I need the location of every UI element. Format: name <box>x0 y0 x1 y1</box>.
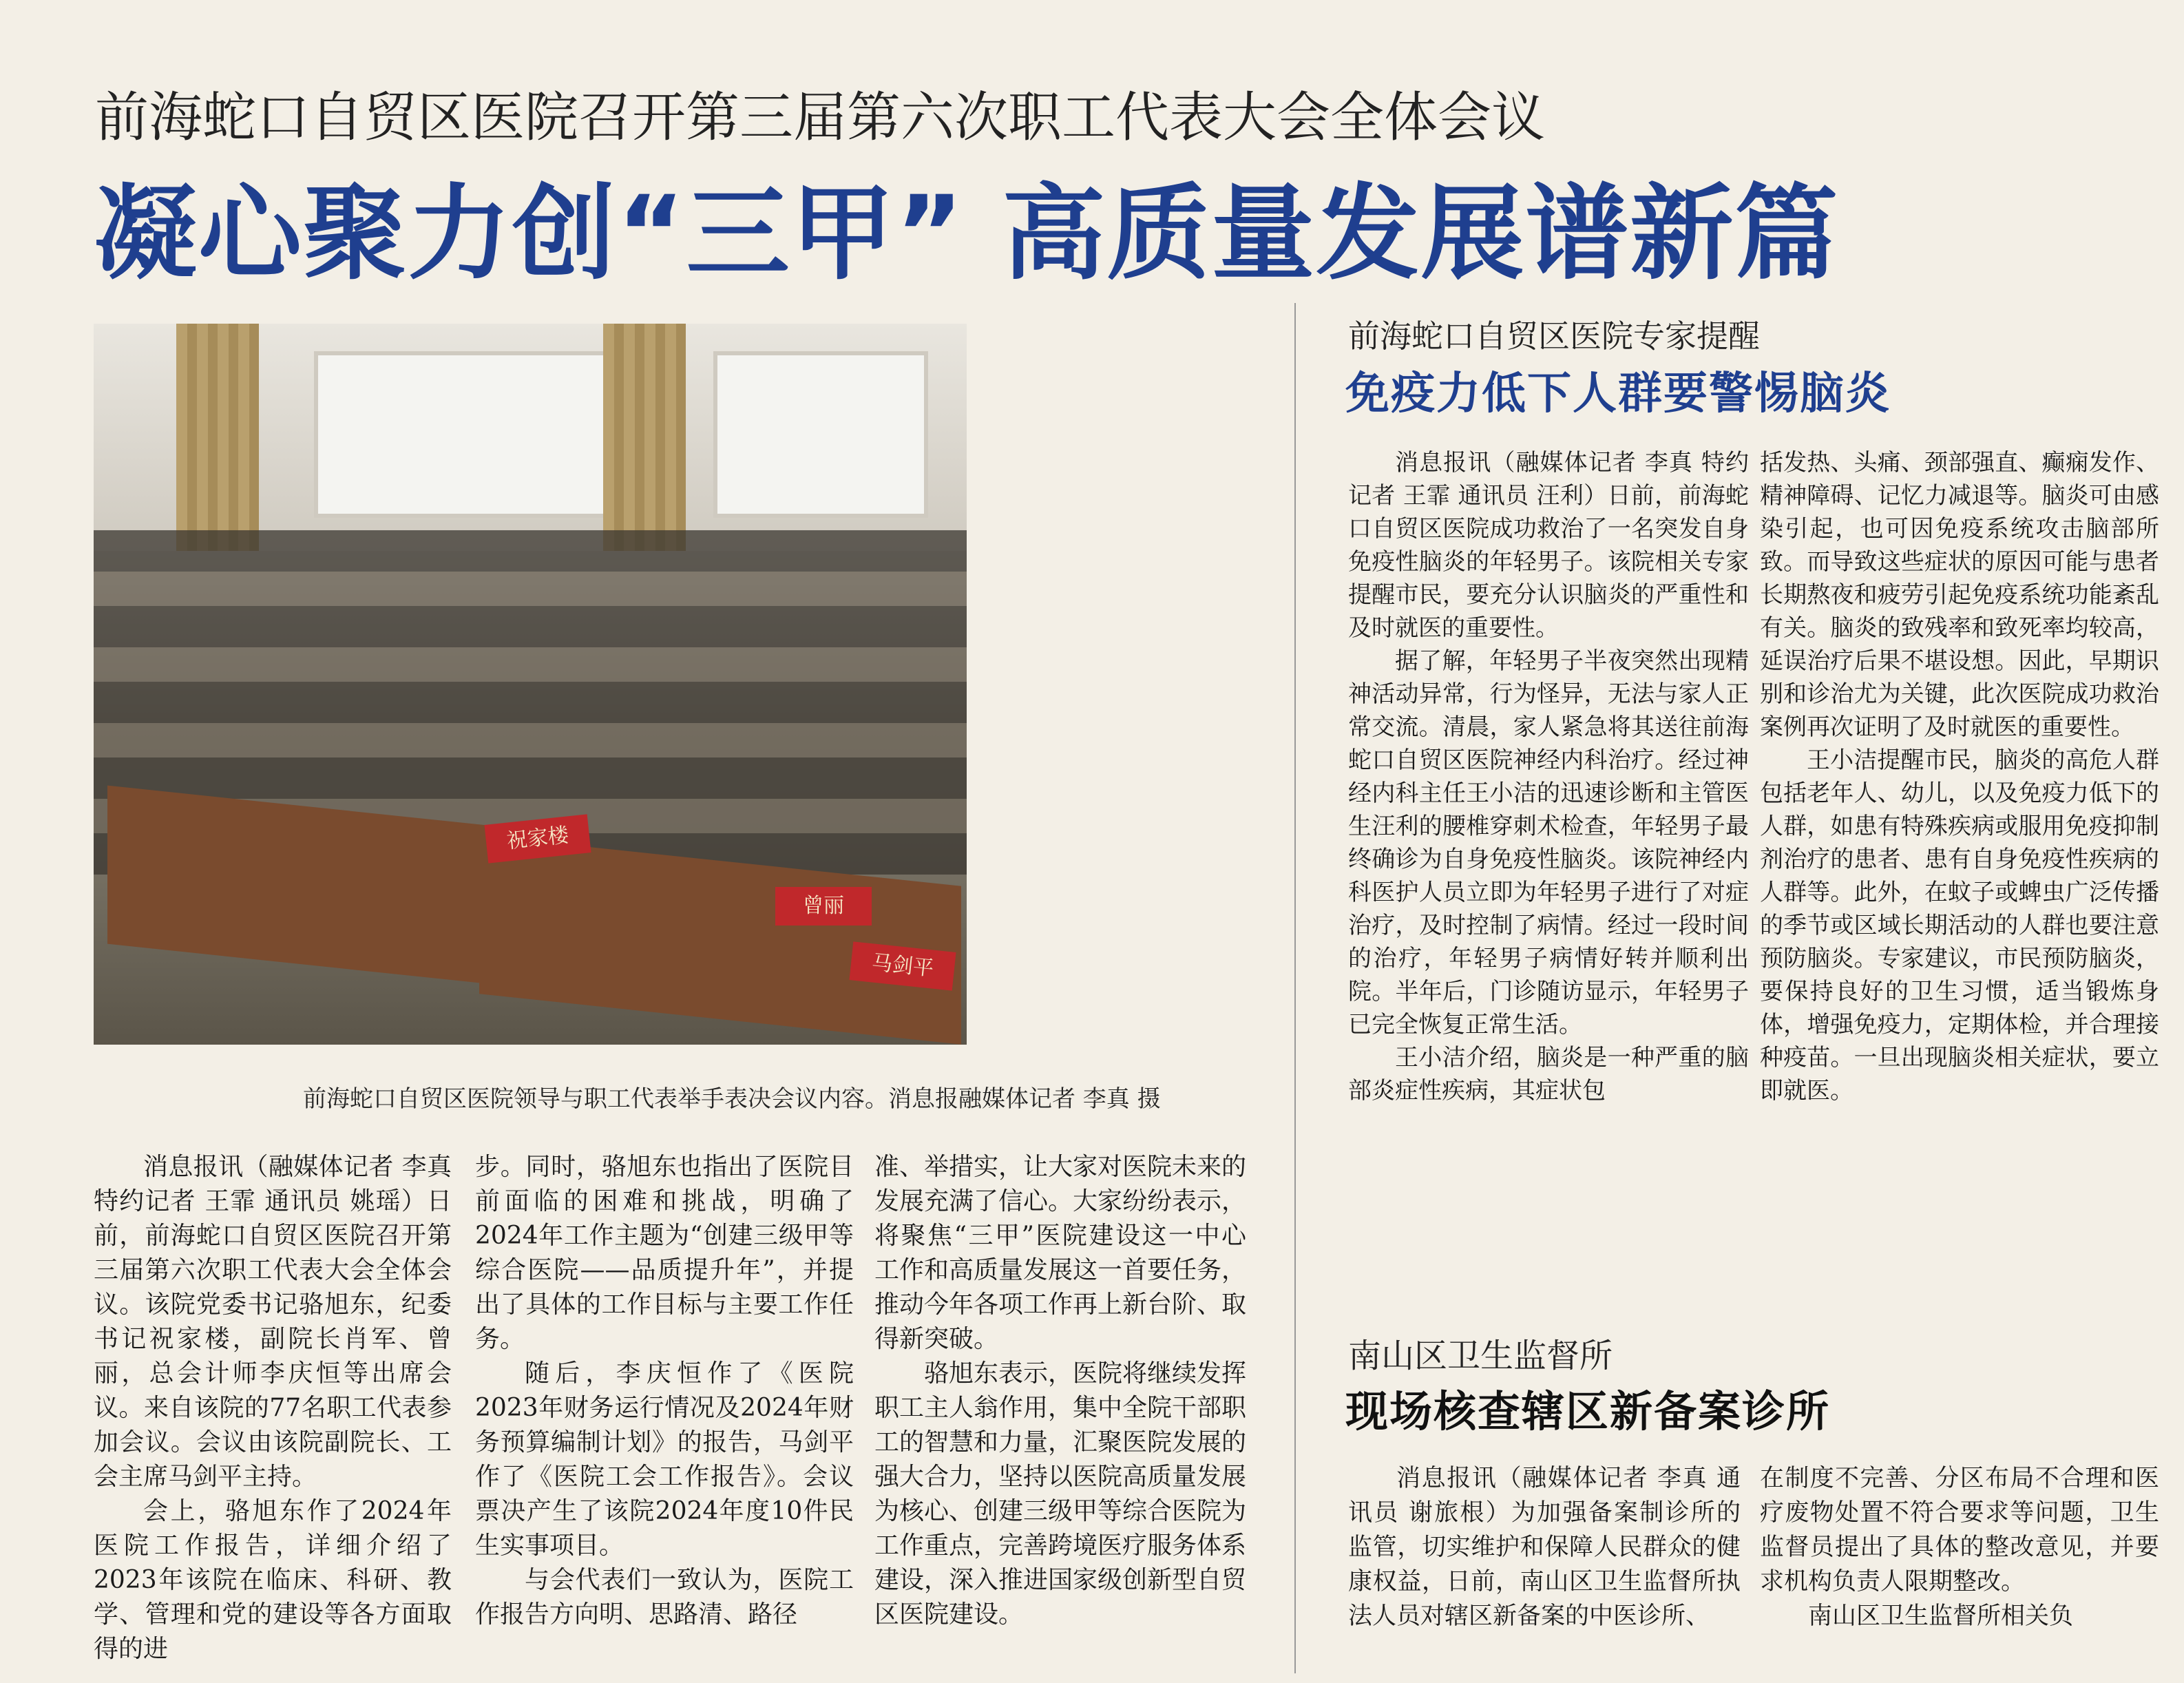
name-card-ma: 马剑平 <box>849 941 956 990</box>
article1-column-3 <box>874 1150 1246 1632</box>
article2-headline: 免疫力低下人群要警惕脑炎 <box>1345 368 1891 419</box>
article3-kicker: 南山区卫生监督所 <box>1348 1337 1613 1375</box>
article1-paragraph: 随后，李庆恒作了《医院2023年财务运行情况及2024年财务预算编制计划》的报告，马剑平作了《医院工会工作报告》。会议票决产生了该院2024年度10件民生实事项目。 <box>475 1359 854 1560</box>
article3-paragraph: 消息报讯（融媒体记者 李真 通讯员 谢旅根）为加强备案制诊所的监管，切实维护和保障人民群众的健康权益，日前，南山区卫生监督所执法人员对辖区新备案的中医诊所、 <box>1348 1465 1741 1630</box>
article1-column-2 <box>475 1150 854 1632</box>
article2-kicker: 前海蛇口自贸区医院专家提醒 <box>1348 317 1760 355</box>
article2-column-2 <box>1760 446 2159 1107</box>
article2-paragraph: 括发热、头痛、颈部强直、癫痫发作、精神障碍、记忆力减退等。脑炎可由感染引起，也可因免疫系统攻击脑部所致。而导致这些症状的原因可能与患者长期熬夜和疲劳引起免疫系统功能紊乱有关。脑炎的致残率和致死率均较高，延误治疗后果不堪设想。因此，早期识别和诊治尤为关键，此次医院成功救治案例再次证明了及时就医的重要性。 <box>1760 449 2159 741</box>
article1-column-1 <box>94 1150 452 1666</box>
article1-paragraph: 消息报讯（融媒体记者 李真 特约记者 王霏 通讯员 姚瑶）日前，前海蛇口自贸区医院召开第三届第六次职工代表大会全体会议。该院党委书记骆旭东，纪委书记祝家楼，副院长肖军、曾丽，总会计师李庆恒等出席会议。来自该院的77名职工代表参加会议。会议由该院副院长、工会主席马剑平主持。 <box>94 1153 452 1491</box>
name-card-zeng: 曾丽 <box>775 887 872 926</box>
name-card-zhu: 祝家楼 <box>484 814 591 863</box>
article1-headline: 凝心聚力创“三甲” 高质量发展谱新篇 <box>94 174 1840 294</box>
article2-column-1 <box>1348 446 1749 1107</box>
article3-paragraph: 南山区卫生监督所相关负 <box>1808 1602 2074 1630</box>
article2-paragraph: 消息报讯（融媒体记者 李真 特约记者 王霏 通讯员 汪利）日前，前海蛇口自贸区医院成功救治了一名突发自身免疫性脑炎的年轻男子。该院相关专家提醒市民，要充分认识脑炎的严重性和及时就医的重要性。 <box>1348 449 1749 642</box>
article1-paragraph: 会上，骆旭东作了2024年医院工作报告，详细介绍了2023年该院在临床、科研、教学、管理和党的建设等各方面取得的进 <box>94 1497 452 1663</box>
article2-paragraph: 王小洁介绍，脑炎是一种严重的脑部炎症性疾病，其症状包 <box>1348 1044 1749 1105</box>
article1-paragraph: 步。同时，骆旭东也指出了医院目前面临的困难和挑战，明确了2024年工作主题为“创建三级甲等综合医院——品质提升年”，并提出了具体的工作目标与主要工作任务。 <box>475 1153 854 1353</box>
article2-paragraph: 王小洁提醒市民，脑炎的高危人群包括老年人、幼儿，以及免疫力低下的人群，如患有特殊疾病或服用免疫抑制剂治疗的患者、患有自身免疫性疾病的人群等。此外，在蚊子或蜱虫广泛传播的季节或区域长期活动的人群也要注意预防脑炎。专家建议，市民预防脑炎，要保持良好的卫生习惯，适当锻炼身体，增强免疫力，定期体检，并合理接种疫苗。一旦出现脑炎相关症状，要立即就医。 <box>1760 746 2159 1105</box>
article1-paragraph: 与会代表们一致认为，医院工作报告方向明、思路清、路径 <box>475 1566 854 1629</box>
article1-photo <box>94 324 967 1045</box>
article2-paragraph: 据了解，年轻男子半夜突然出现精神活动异常，行为怪异，无法与家人正常交流。清晨，家人紧急将其送往前海蛇口自贸区医院神经内科治疗。经过神经内科主任王小洁的迅速诊断和主管医生汪利的腰椎穿刺术检查，年轻男子最终确诊为自身免疫性脑炎。该院神经内科医护人员立即为年轻男子进行了对症治疗，及时控制了病情。经过一段时间的治疗，年轻男子病情好转并顺利出院。半年后，门诊随访显示，年轻男子已完全恢复正常生活。 <box>1348 647 1749 1038</box>
article3-headline: 现场核查辖区新备案诊所 <box>1345 1386 1831 1436</box>
article1-photo-caption: 前海蛇口自贸区医院领导与职工代表举手表决会议内容。消息报融媒体记者 李真 摄 <box>303 1085 1161 1113</box>
article3-paragraph: 在制度不完善、分区布局不合理和医疗废物处置不符合要求等问题，卫生监督员提出了具体的整改意见，并要求机构负责人限期整改。 <box>1760 1465 2159 1596</box>
article1-kicker: 前海蛇口自贸区医院召开第三届第六次职工代表大会全体会议 <box>95 87 1546 149</box>
article3-column-1 <box>1348 1461 1741 1633</box>
column-divider <box>1294 303 1296 1673</box>
article1-paragraph: 骆旭东表示，医院将继续发挥职工主人翁作用，集中全院干部职工的智慧和力量，汇聚医院发展的强大合力，坚持以医院高质量发展为核心、创建三级甲等综合医院为工作重点，完善跨境医疗服务体系建设，深入推进国家级创新型自贸区医院建设。 <box>874 1359 1247 1629</box>
article1-paragraph: 准、举措实，让大家对医院未来的发展充满了信心。大家纷纷表示，将聚焦“三甲”医院建设这一中心工作和高质量发展这一首要任务，推动今年各项工作再上新台阶、取得新突破。 <box>874 1153 1247 1353</box>
article3-column-2 <box>1760 1461 2159 1633</box>
